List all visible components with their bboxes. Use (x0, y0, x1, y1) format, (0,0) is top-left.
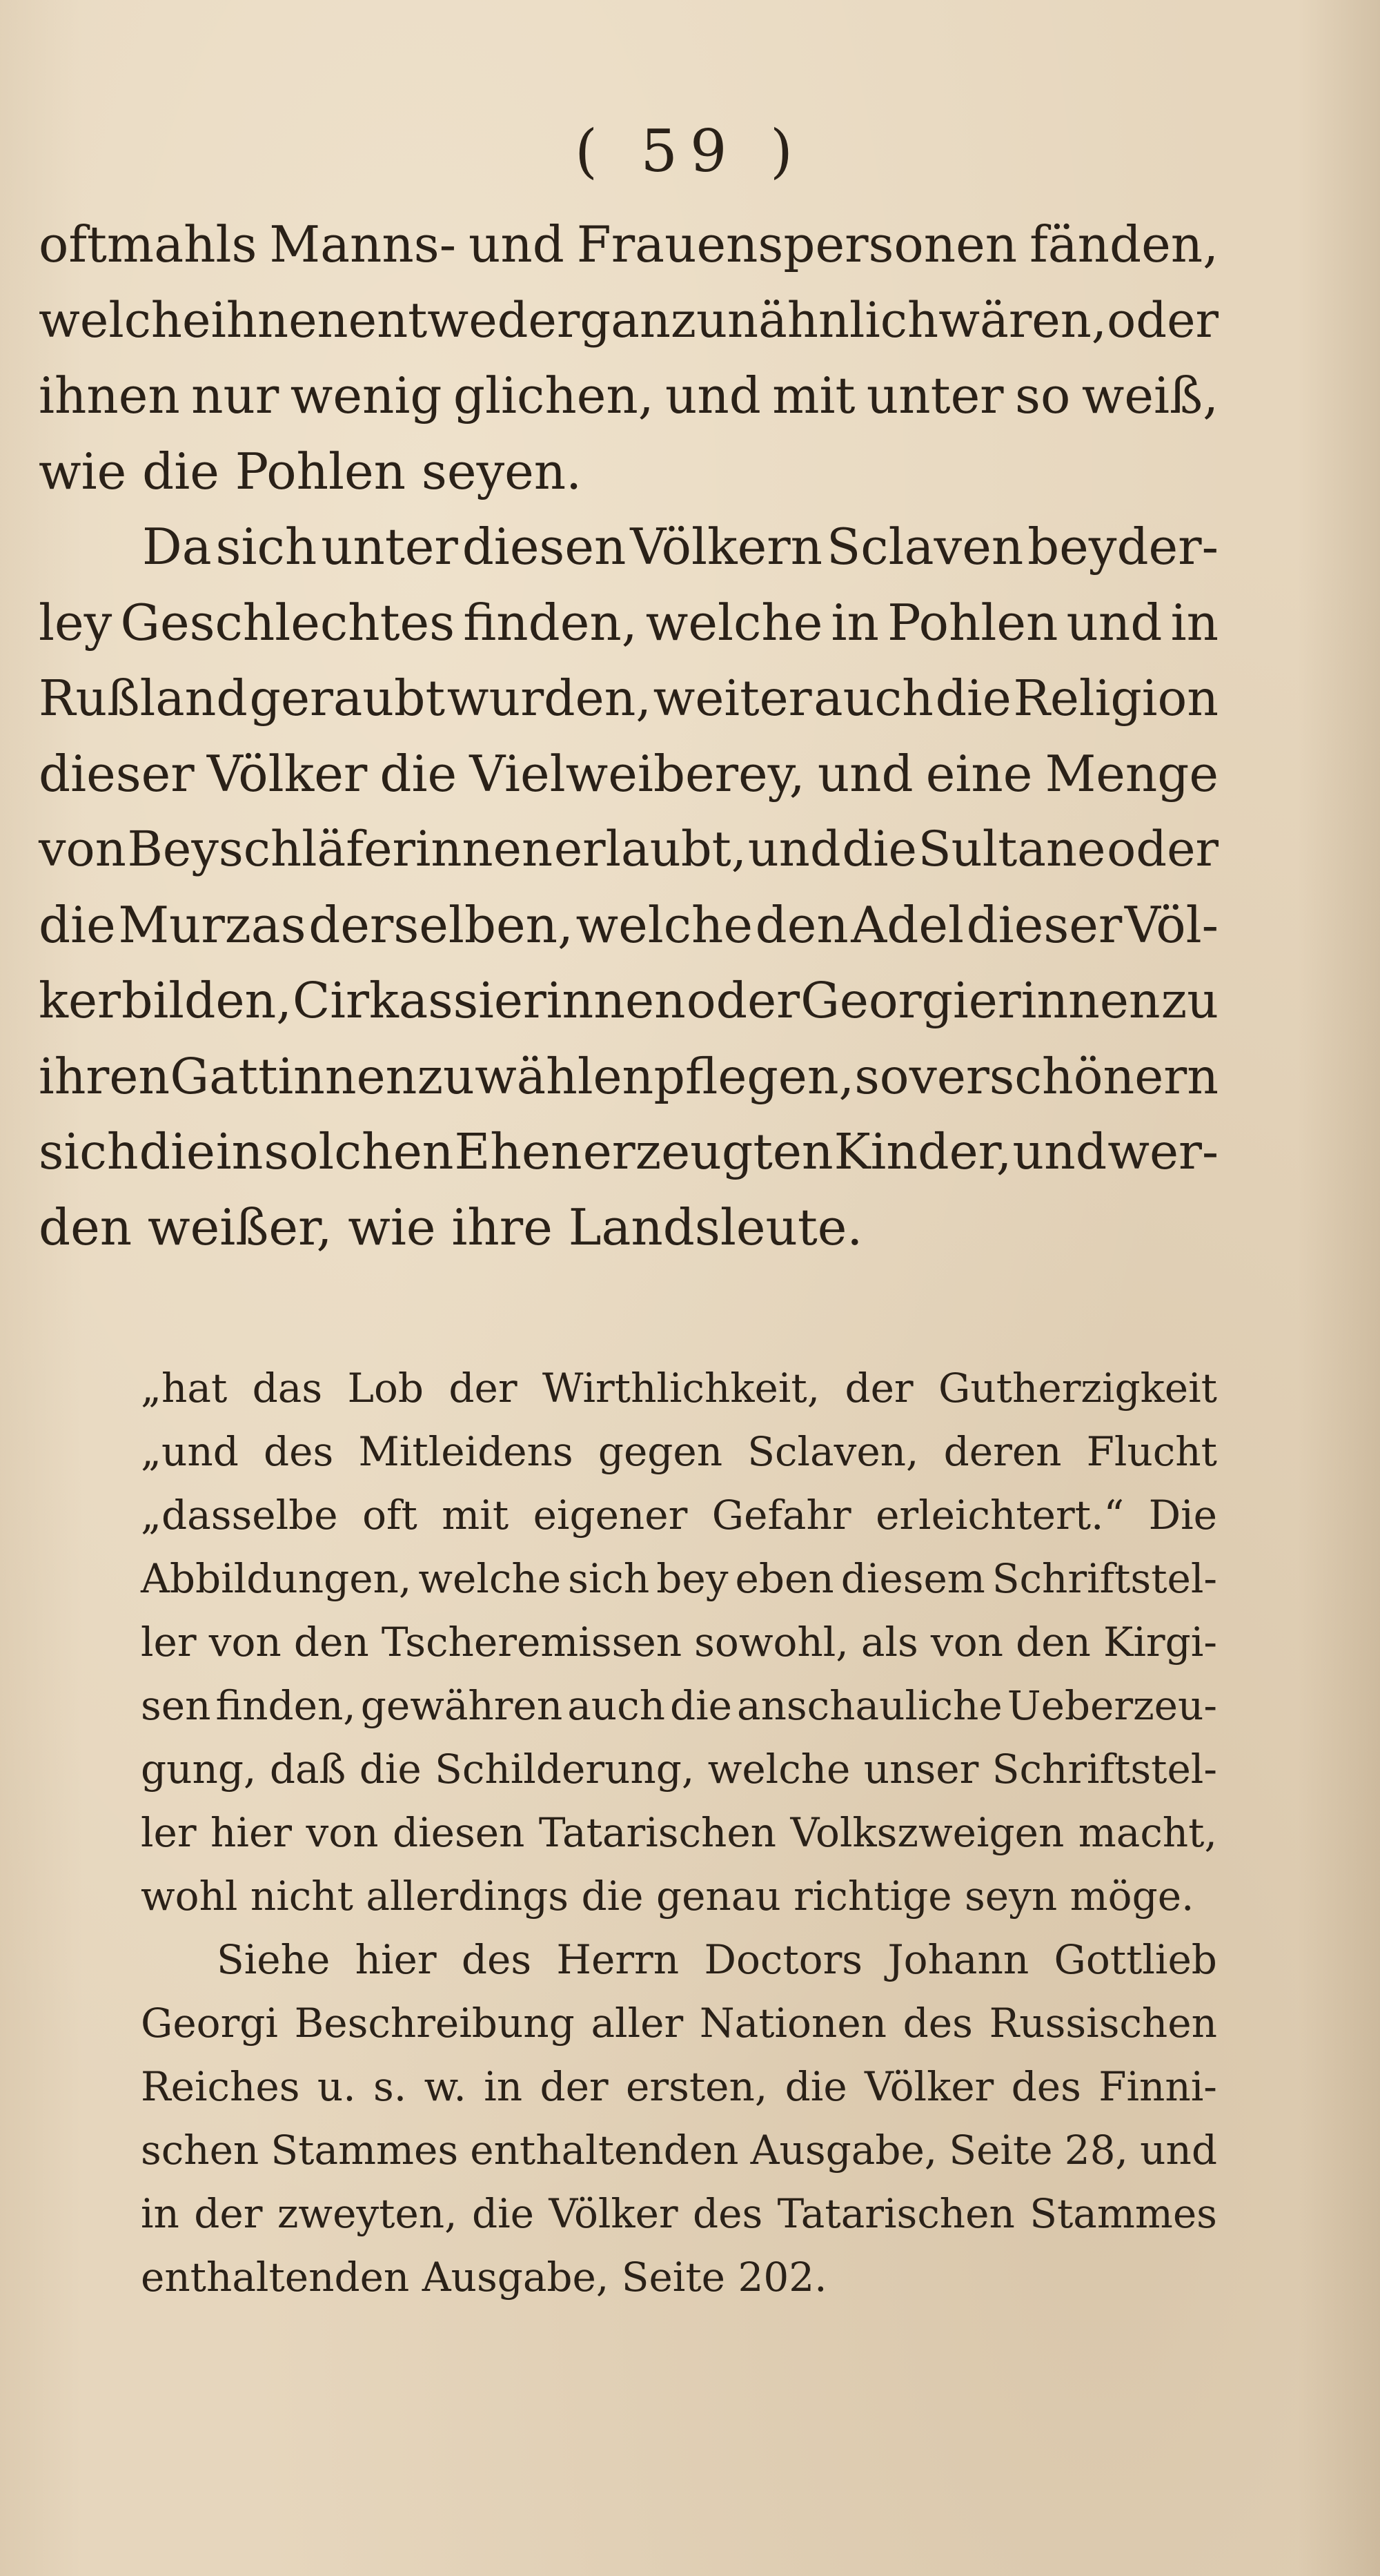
text-line: oftmahls Manns- und Frauenspersonen fänden, (39, 215, 1219, 273)
main-text-block (39, 207, 1219, 1265)
footnote-line: Reiches u. s. w. in der ersten, die Völker des Finni- (141, 2063, 1217, 2110)
footnote-block (141, 1356, 1217, 2309)
text-line: dieser Völker die Vielweiberey, und eine Menge (39, 744, 1219, 803)
text-line: den weißer, wie ihre Landsleute. (39, 1198, 863, 1256)
footnote-line: Abbildungen, welche sich bey eben diesem Schriftstel- (141, 1555, 1217, 1602)
text-line: ley Geschlechtes finden, welche in Pohlen und in (39, 593, 1219, 652)
text-line: die Murzas derselben, welche den Adel dieser Völ- (39, 895, 1219, 954)
text-line: wie die Pohlen seyen. (39, 442, 582, 500)
page-number: ( 59 ) (575, 117, 805, 185)
footnote-line: in der zweyten, die Völker des Tatarischen Stammes (141, 2190, 1217, 2237)
footnote-line: gung, daß die Schilderung, welche unser Schriftstel- (141, 1746, 1217, 1793)
footnote-line: „hat das Lob der Wirthlichkeit, der Gutherzigkeit (141, 1365, 1217, 1412)
footnote-line: Siehe hier des Herrn Doctors Johann Gottlieb (217, 1936, 1217, 1983)
footnote-line: Georgi Beschreibung aller Nationen des Russischen (141, 2000, 1217, 2047)
footnote-line: „und des Mitleidens gegen Sclaven, deren Flucht (141, 1428, 1217, 1475)
text-line: sich die in solchen Ehen erzeugten Kinder, und wer- (39, 1123, 1219, 1180)
footnote-line: ler hier von diesen Tatarischen Volkszweigen macht, (141, 1809, 1217, 1856)
footnote-line: wohl nicht allerdings die genau richtige seyn möge. (141, 1873, 1194, 1920)
text-line: Da sich unter diesen Völkern Sclaven beyder- (142, 518, 1219, 576)
footnote-line: enthaltenden Ausgabe, Seite 202. (141, 2254, 827, 2301)
footnote-line: sen finden, gewähren auch die anschauliche Ueberzeu- (141, 1682, 1217, 1729)
footnote-line: ler von den Tscheremissen sowohl, als von den Kirgi- (141, 1619, 1217, 1666)
text-line: ker bilden, Cirkassierinnen oder Georgierinnen zu (39, 972, 1219, 1029)
text-line: ihnen nur wenig glichen, und mit unter so weiß, (39, 367, 1219, 425)
text-line: welche ihnen entweder ganz unähnlich wären, oder (39, 291, 1219, 349)
text-line: Rußland geraubt wurden, weiter auch die Religion (39, 670, 1219, 727)
text-line: von Beyschläferinnen erlaubt, und die Sultane oder (39, 821, 1219, 877)
footnote-line: „dasselbe oft mit eigener Gefahr erleichtert.“ Die (141, 1492, 1217, 1539)
footnote-line: schen Stammes enthaltenden Ausgabe, Seite 28, und (141, 2127, 1217, 2174)
text-line: ihren Gattinnen zu wählen pflegen, so verschönern (39, 1047, 1219, 1105)
